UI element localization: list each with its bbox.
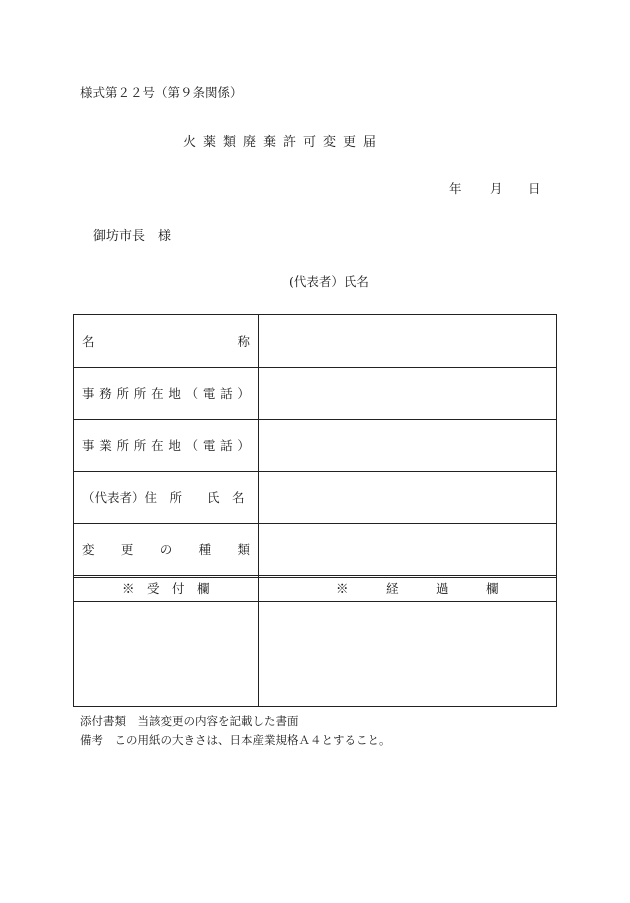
label-char: 所 [133, 438, 147, 453]
representative-name-label: (代表者）氏名 [289, 274, 369, 289]
label-char: 電 [202, 386, 216, 401]
label-char: （ [185, 438, 199, 453]
representative-address-name-field[interactable] [259, 471, 556, 523]
label-char: 変 [82, 542, 95, 557]
label-char: 称 [237, 334, 250, 349]
reception-column-header: ※ 受 付 欄 [122, 581, 210, 596]
label-char: 電 [202, 438, 216, 453]
label-char: 在 [151, 386, 164, 401]
form-number: 様式第２２号（第９条関係） [80, 85, 243, 100]
label-char: 類 [237, 542, 250, 557]
reception-box [74, 602, 258, 706]
remarks-note: 備考 この用紙の大きさは、日本産業規格Ａ４とすること。 [80, 733, 391, 747]
label-char: 話 [220, 386, 233, 401]
addressee: 御坊市長 様 [93, 229, 172, 244]
label-char: 更 [120, 542, 134, 557]
label-char: 事 [82, 386, 95, 401]
label-char: ） [237, 386, 250, 401]
office-address-field[interactable] [259, 367, 556, 419]
label-representative-address-name [82, 471, 250, 523]
label-char: 所 [116, 386, 130, 401]
label-text: （代表者）住 所 氏 名 [82, 490, 245, 505]
label-char: 話 [220, 438, 233, 453]
name-field[interactable] [259, 315, 556, 367]
label-char: 務 [99, 386, 112, 401]
progress-column-header: ※ 経 過 欄 [336, 581, 499, 596]
business-address-field[interactable] [259, 419, 556, 471]
label-char: 所 [116, 438, 130, 453]
date-year-label: 年 [449, 181, 462, 196]
application-form-table [73, 314, 557, 707]
label-char: 在 [151, 438, 164, 453]
progress-box [259, 602, 556, 706]
label-char: 種 [198, 542, 212, 557]
label-char: 地 [168, 438, 181, 453]
label-name [82, 315, 250, 367]
attachment-note: 添付書類 当該変更の内容を記載した書面 [80, 714, 299, 728]
change-type-field[interactable] [259, 523, 556, 575]
label-char: の [159, 542, 173, 557]
label-char: （ [185, 386, 199, 401]
date-month-label: 月 [490, 181, 503, 196]
document-title: 火薬類廃棄許可変更届 [183, 135, 384, 150]
label-char: 名 [82, 334, 95, 349]
label-office-address [82, 367, 250, 419]
label-char: ） [237, 438, 250, 453]
label-change-type [82, 523, 250, 575]
label-char: 事 [82, 438, 95, 453]
label-char: 業 [99, 438, 112, 453]
label-char: 所 [133, 386, 147, 401]
label-char: 地 [168, 386, 181, 401]
date-day-label: 日 [528, 181, 541, 196]
label-business-address [82, 419, 250, 471]
